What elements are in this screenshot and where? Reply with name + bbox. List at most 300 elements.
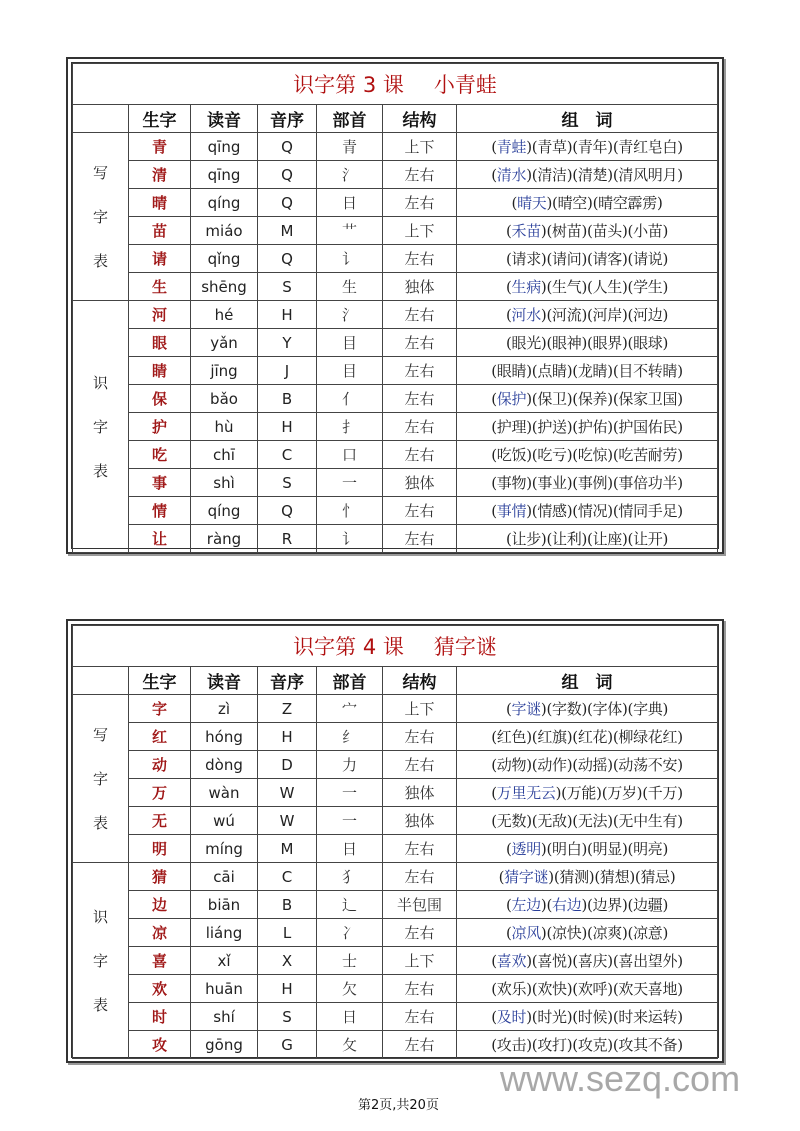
word-text: 猜测: [559, 868, 589, 886]
pinyin: qīng: [191, 161, 258, 189]
word-text: 眼球: [633, 334, 663, 352]
word-item: (万里无云): [491, 784, 562, 802]
word-item: (青草): [531, 138, 573, 156]
word-text: 边疆: [633, 896, 663, 914]
word-item: (透明): [505, 840, 547, 858]
radical: 犭: [317, 863, 383, 891]
word-item: (时候): [572, 1008, 613, 1026]
word-highlighted: 右边: [552, 896, 582, 914]
pinyin: dòng: [191, 751, 258, 779]
word-text: 事物: [496, 474, 527, 492]
word-item: (目不转睛): [612, 362, 683, 380]
word-highlighted: 左边: [511, 896, 541, 914]
word-list: [457, 161, 718, 189]
word-item: (柳绿花红): [612, 728, 683, 746]
pinyin: hù: [191, 413, 258, 441]
header-structure: 结构: [383, 667, 457, 695]
word-item: (无数): [491, 812, 532, 830]
label-char: 表: [92, 813, 108, 832]
word-list: [457, 413, 718, 441]
new-char: 吃: [129, 441, 191, 469]
word-item: (动荡不安): [612, 756, 683, 774]
word-item: (事物): [491, 474, 532, 492]
word-item: (吃饭): [491, 446, 532, 464]
word-list: [457, 301, 718, 329]
word-text: 字体: [592, 700, 622, 718]
lesson-number: 识字第 3 课: [293, 73, 404, 97]
word-item: (万岁): [601, 784, 643, 802]
initial-letter: Y: [258, 329, 317, 357]
structure: 左右: [383, 413, 457, 441]
word-item: (吃惊): [572, 446, 613, 464]
table-row: [73, 975, 718, 1003]
word-item: (攻其不备): [612, 1036, 683, 1054]
title-row: [73, 64, 718, 105]
lesson-title: [73, 626, 718, 667]
word-item: (猜想): [594, 868, 635, 886]
write-chars-label: [73, 695, 129, 863]
word-item: (喜庆): [572, 952, 613, 970]
title-row: [73, 626, 718, 667]
word-item: (清水): [491, 166, 532, 184]
structure: 左右: [383, 975, 457, 1003]
new-char: 清: [129, 161, 191, 189]
new-char: 时: [129, 1003, 191, 1031]
structure: 左右: [383, 161, 457, 189]
radical: 艹: [317, 217, 383, 245]
radical: 口: [317, 441, 383, 469]
word-highlighted: 透明: [511, 840, 541, 858]
word-list: [457, 469, 718, 497]
word-text: 字典: [633, 700, 663, 718]
word-item: (凉风): [505, 924, 547, 942]
initial-letter: G: [258, 1031, 317, 1059]
word-text: 无数: [496, 812, 527, 830]
radical: 生: [317, 273, 383, 301]
structure: 上下: [383, 695, 457, 723]
new-char: 保: [129, 385, 191, 413]
radical: 士: [317, 947, 383, 975]
word-item: (情感): [531, 502, 573, 520]
word-item: (学生): [627, 278, 669, 296]
word-list: [457, 723, 718, 751]
word-item: (喜出望外): [612, 952, 683, 970]
word-text: 让开: [633, 530, 663, 548]
word-item: (保家卫国): [612, 390, 683, 408]
word-text: 吃惊: [577, 446, 608, 464]
new-char: 边: [129, 891, 191, 919]
word-highlighted: 河水: [511, 306, 541, 324]
pinyin: hé: [191, 301, 258, 329]
word-item: (攻击): [491, 1036, 532, 1054]
radical: 纟: [317, 723, 383, 751]
word-item: (让开): [627, 530, 669, 548]
lesson-table-inner: [71, 624, 719, 1058]
word-item: (清风明月): [612, 166, 683, 184]
table-row: [73, 525, 718, 553]
radical: 氵: [317, 161, 383, 189]
word-item: (无敌): [531, 812, 573, 830]
word-list: [457, 1031, 718, 1059]
word-text: 喜庆: [577, 952, 608, 970]
word-item: (喜欢): [491, 952, 532, 970]
word-text: 请求: [511, 250, 541, 268]
word-item: (事情): [491, 502, 532, 520]
structure: 左右: [383, 525, 457, 553]
word-item: (让座): [587, 530, 628, 548]
radical: 扌: [317, 413, 383, 441]
initial-letter: Q: [258, 245, 317, 273]
word-text: 苗头: [592, 222, 622, 240]
radical: 讠: [317, 245, 383, 273]
write-chars-label: [73, 133, 129, 301]
new-char: 护: [129, 413, 191, 441]
radical: 日: [317, 189, 383, 217]
word-item: (攻打): [531, 1036, 573, 1054]
initial-letter: W: [258, 779, 317, 807]
word-text: 河边: [633, 306, 663, 324]
word-item: (字谜): [505, 700, 547, 718]
structure: 独体: [383, 779, 457, 807]
initial-letter: Q: [258, 189, 317, 217]
initial-letter: J: [258, 357, 317, 385]
word-list: [457, 441, 718, 469]
word-text: 青年: [577, 138, 608, 156]
word-item: (事倍功半): [612, 474, 683, 492]
word-highlighted: 事情: [496, 502, 527, 520]
table-row: [73, 863, 718, 891]
word-text: 点睛: [537, 362, 567, 380]
radical: 氵: [317, 301, 383, 329]
initial-letter: B: [258, 891, 317, 919]
word-item: (右边): [546, 896, 587, 914]
word-text: 万岁: [607, 784, 637, 802]
header-blank: [73, 667, 129, 695]
word-text: 攻克: [577, 1036, 608, 1054]
header-pinyin: 读音: [191, 105, 258, 133]
word-list: [457, 245, 718, 273]
table-row: [73, 133, 718, 161]
word-item: (猜测): [553, 868, 595, 886]
new-char: 晴: [129, 189, 191, 217]
word-text: 红旗: [537, 728, 567, 746]
structure: 独体: [383, 469, 457, 497]
word-text: 明显: [592, 840, 622, 858]
word-highlighted: 青蛙: [496, 138, 527, 156]
word-text: 河岸: [592, 306, 622, 324]
table-row: [73, 695, 718, 723]
new-char: 无: [129, 807, 191, 835]
word-text: 凉意: [633, 924, 663, 942]
word-item: (万能): [561, 784, 602, 802]
word-highlighted: 喜欢: [496, 952, 527, 970]
word-item: (河水): [505, 306, 547, 324]
word-highlighted: 及时: [496, 1008, 527, 1026]
table-row: [73, 751, 718, 779]
initial-letter: W: [258, 807, 317, 835]
label-char: 字: [92, 417, 108, 436]
word-text: 晴空: [557, 194, 587, 212]
initial-letter: H: [258, 301, 317, 329]
table-row: [73, 891, 718, 919]
word-list: [457, 975, 718, 1003]
radical: 讠: [317, 525, 383, 553]
radical: 辶: [317, 891, 383, 919]
label-char: 表: [92, 251, 108, 270]
word-item: (眼界): [587, 334, 628, 352]
word-text: 猜忌: [640, 868, 670, 886]
word-item: (河边): [627, 306, 669, 324]
word-item: (请问): [546, 250, 587, 268]
header-words: 组 词: [457, 667, 718, 695]
word-highlighted: 保护: [496, 390, 527, 408]
pinyin: míng: [191, 835, 258, 863]
new-char: 动: [129, 751, 191, 779]
word-item: (清洁): [531, 166, 573, 184]
structure: 左右: [383, 441, 457, 469]
word-text: 小苗: [633, 222, 663, 240]
table-row: [73, 723, 718, 751]
header-words: 组 词: [457, 105, 718, 133]
word-text: 无中生有: [618, 812, 678, 830]
structure: 上下: [383, 133, 457, 161]
word-item: (晴天): [511, 194, 553, 212]
initial-letter: M: [258, 217, 317, 245]
radical: 力: [317, 751, 383, 779]
radical: 一: [317, 807, 383, 835]
pinyin: qīng: [191, 133, 258, 161]
initial-letter: S: [258, 273, 317, 301]
label-char: 写: [92, 725, 108, 744]
header-blank: [73, 105, 129, 133]
word-item: (青红皂白): [612, 138, 683, 156]
pinyin: chī: [191, 441, 258, 469]
word-text: 吃亏: [537, 446, 567, 464]
structure: 左右: [383, 385, 457, 413]
word-highlighted: 禾苗: [511, 222, 541, 240]
word-item: (欢天喜地): [612, 980, 683, 998]
word-text: 树苗: [552, 222, 582, 240]
new-char: 喜: [129, 947, 191, 975]
page-number: 第2页,共20页: [358, 1098, 439, 1113]
lesson-title: [73, 64, 718, 105]
word-text: 欢呼: [577, 980, 608, 998]
pinyin: shēng: [191, 273, 258, 301]
initial-letter: Z: [258, 695, 317, 723]
initial-letter: B: [258, 385, 317, 413]
word-item: (及时): [491, 1008, 532, 1026]
new-char: 万: [129, 779, 191, 807]
table-row: [73, 469, 718, 497]
table-row: [73, 919, 718, 947]
table-row: [73, 413, 718, 441]
structure: 左右: [383, 189, 457, 217]
word-list: [457, 695, 718, 723]
header-row: [73, 667, 718, 695]
word-item: (眼睛): [491, 362, 532, 380]
word-text: 喜悦: [537, 952, 567, 970]
word-text: 动物: [496, 756, 527, 774]
word-item: (事例): [572, 474, 613, 492]
lesson-3-table: [66, 57, 724, 554]
pinyin: wàn: [191, 779, 258, 807]
new-char: 河: [129, 301, 191, 329]
structure: 左右: [383, 919, 457, 947]
radical: 攵: [317, 1031, 383, 1059]
word-list: [457, 273, 718, 301]
word-text: 动荡不安: [618, 756, 678, 774]
pinyin: ràng: [191, 525, 258, 553]
new-char: 红: [129, 723, 191, 751]
initial-letter: D: [258, 751, 317, 779]
word-item: (请客): [587, 250, 628, 268]
table-row: [73, 1031, 718, 1059]
new-char: 猜: [129, 863, 191, 891]
radical: 日: [317, 835, 383, 863]
table-row: [73, 1003, 718, 1031]
new-char: 青: [129, 133, 191, 161]
recognize-chars-label: [73, 863, 129, 1059]
word-text: 眼光: [511, 334, 541, 352]
pinyin: yǎn: [191, 329, 258, 357]
table-row: [73, 301, 718, 329]
word-list: [457, 807, 718, 835]
word-list: [457, 497, 718, 525]
table-row: [73, 161, 718, 189]
word-text: 眼神: [552, 334, 582, 352]
word-text: 事例: [577, 474, 608, 492]
label-char: 字: [92, 951, 108, 970]
initial-letter: Q: [258, 161, 317, 189]
watermark: www.sezq.com: [500, 1058, 741, 1099]
word-text: 护理: [496, 418, 527, 436]
radical: 冫: [317, 919, 383, 947]
initial-letter: H: [258, 975, 317, 1003]
word-text: 无敌: [537, 812, 567, 830]
word-item: (凉快): [546, 924, 587, 942]
new-char: 事: [129, 469, 191, 497]
lesson-name: 猜字谜: [433, 635, 497, 659]
structure: 独体: [383, 807, 457, 835]
table-row: [73, 779, 718, 807]
word-item: (猜字谜): [498, 868, 554, 886]
word-text: 情感: [537, 502, 567, 520]
word-text: 请问: [552, 250, 582, 268]
word-item: (苗头): [587, 222, 628, 240]
initial-letter: S: [258, 1003, 317, 1031]
radical: 目: [317, 357, 383, 385]
word-list: [457, 751, 718, 779]
pinyin: cāi: [191, 863, 258, 891]
label-char: 表: [92, 995, 108, 1014]
word-item: (红色): [491, 728, 532, 746]
initial-letter: C: [258, 441, 317, 469]
pinyin: jīng: [191, 357, 258, 385]
initial-letter: S: [258, 469, 317, 497]
initial-letter: L: [258, 919, 317, 947]
table-row: [73, 807, 718, 835]
word-highlighted: 清水: [496, 166, 527, 184]
radical: 宀: [317, 695, 383, 723]
word-item: (无法): [572, 812, 613, 830]
word-list: [457, 947, 718, 975]
word-text: 晴空霹雳: [598, 194, 657, 212]
word-text: 让座: [592, 530, 622, 548]
header-radical: 部首: [317, 667, 383, 695]
word-text: 清风明月: [618, 166, 678, 184]
word-highlighted: 字谜: [511, 700, 541, 718]
word-text: 猜想: [599, 868, 630, 886]
word-text: 清楚: [577, 166, 608, 184]
table-row: [73, 189, 718, 217]
pinyin: qíng: [191, 497, 258, 525]
word-list: [457, 1003, 718, 1031]
table-row: [73, 329, 718, 357]
word-highlighted: 生病: [511, 278, 541, 296]
pinyin: qǐng: [191, 245, 258, 273]
header-row: [73, 105, 718, 133]
initial-letter: Q: [258, 133, 317, 161]
word-item: (保养): [572, 390, 613, 408]
word-item: (动物): [491, 756, 532, 774]
word-item: (红旗): [531, 728, 573, 746]
structure: 左右: [383, 357, 457, 385]
header-order: 音序: [258, 105, 317, 133]
word-item: (禾苗): [505, 222, 547, 240]
word-item: (晴空): [552, 194, 593, 212]
word-item: (吃苦耐劳): [612, 446, 683, 464]
word-text: 保家卫国: [618, 390, 678, 408]
header-order: 音序: [258, 667, 317, 695]
structure: 左右: [383, 1031, 457, 1059]
word-item: (河岸): [587, 306, 628, 324]
pinyin: wú: [191, 807, 258, 835]
word-text: 红花: [577, 728, 608, 746]
pinyin: miáo: [191, 217, 258, 245]
word-highlighted: 晴天: [517, 194, 547, 212]
word-item: (事业): [531, 474, 573, 492]
pinyin: bǎo: [191, 385, 258, 413]
lesson-4-table: [66, 619, 724, 1063]
vocab-table: [72, 63, 718, 553]
word-text: 千万: [647, 784, 678, 802]
word-item: (护佑): [572, 418, 613, 436]
lesson-name: 小青蛙: [433, 73, 497, 97]
table-row: [73, 385, 718, 413]
word-text: 吃苦耐劳: [618, 446, 678, 464]
word-item: (晴空霹雳): [592, 194, 663, 212]
table-row: [73, 441, 718, 469]
table-row: [73, 273, 718, 301]
word-item: (生病): [505, 278, 547, 296]
word-text: 欢乐: [496, 980, 527, 998]
word-text: 保养: [577, 390, 608, 408]
word-text: 护佑: [577, 418, 608, 436]
pinyin: hóng: [191, 723, 258, 751]
word-list: [457, 891, 718, 919]
word-text: 字数: [552, 700, 582, 718]
word-list: [457, 133, 718, 161]
word-item: (动作): [531, 756, 573, 774]
structure: 左右: [383, 497, 457, 525]
new-char: 让: [129, 525, 191, 553]
new-char: 请: [129, 245, 191, 273]
structure: 左右: [383, 1003, 457, 1031]
word-text: 时光: [537, 1008, 567, 1026]
word-text: 欢快: [537, 980, 567, 998]
word-item: (时光): [531, 1008, 573, 1026]
word-item: (喜悦): [531, 952, 573, 970]
